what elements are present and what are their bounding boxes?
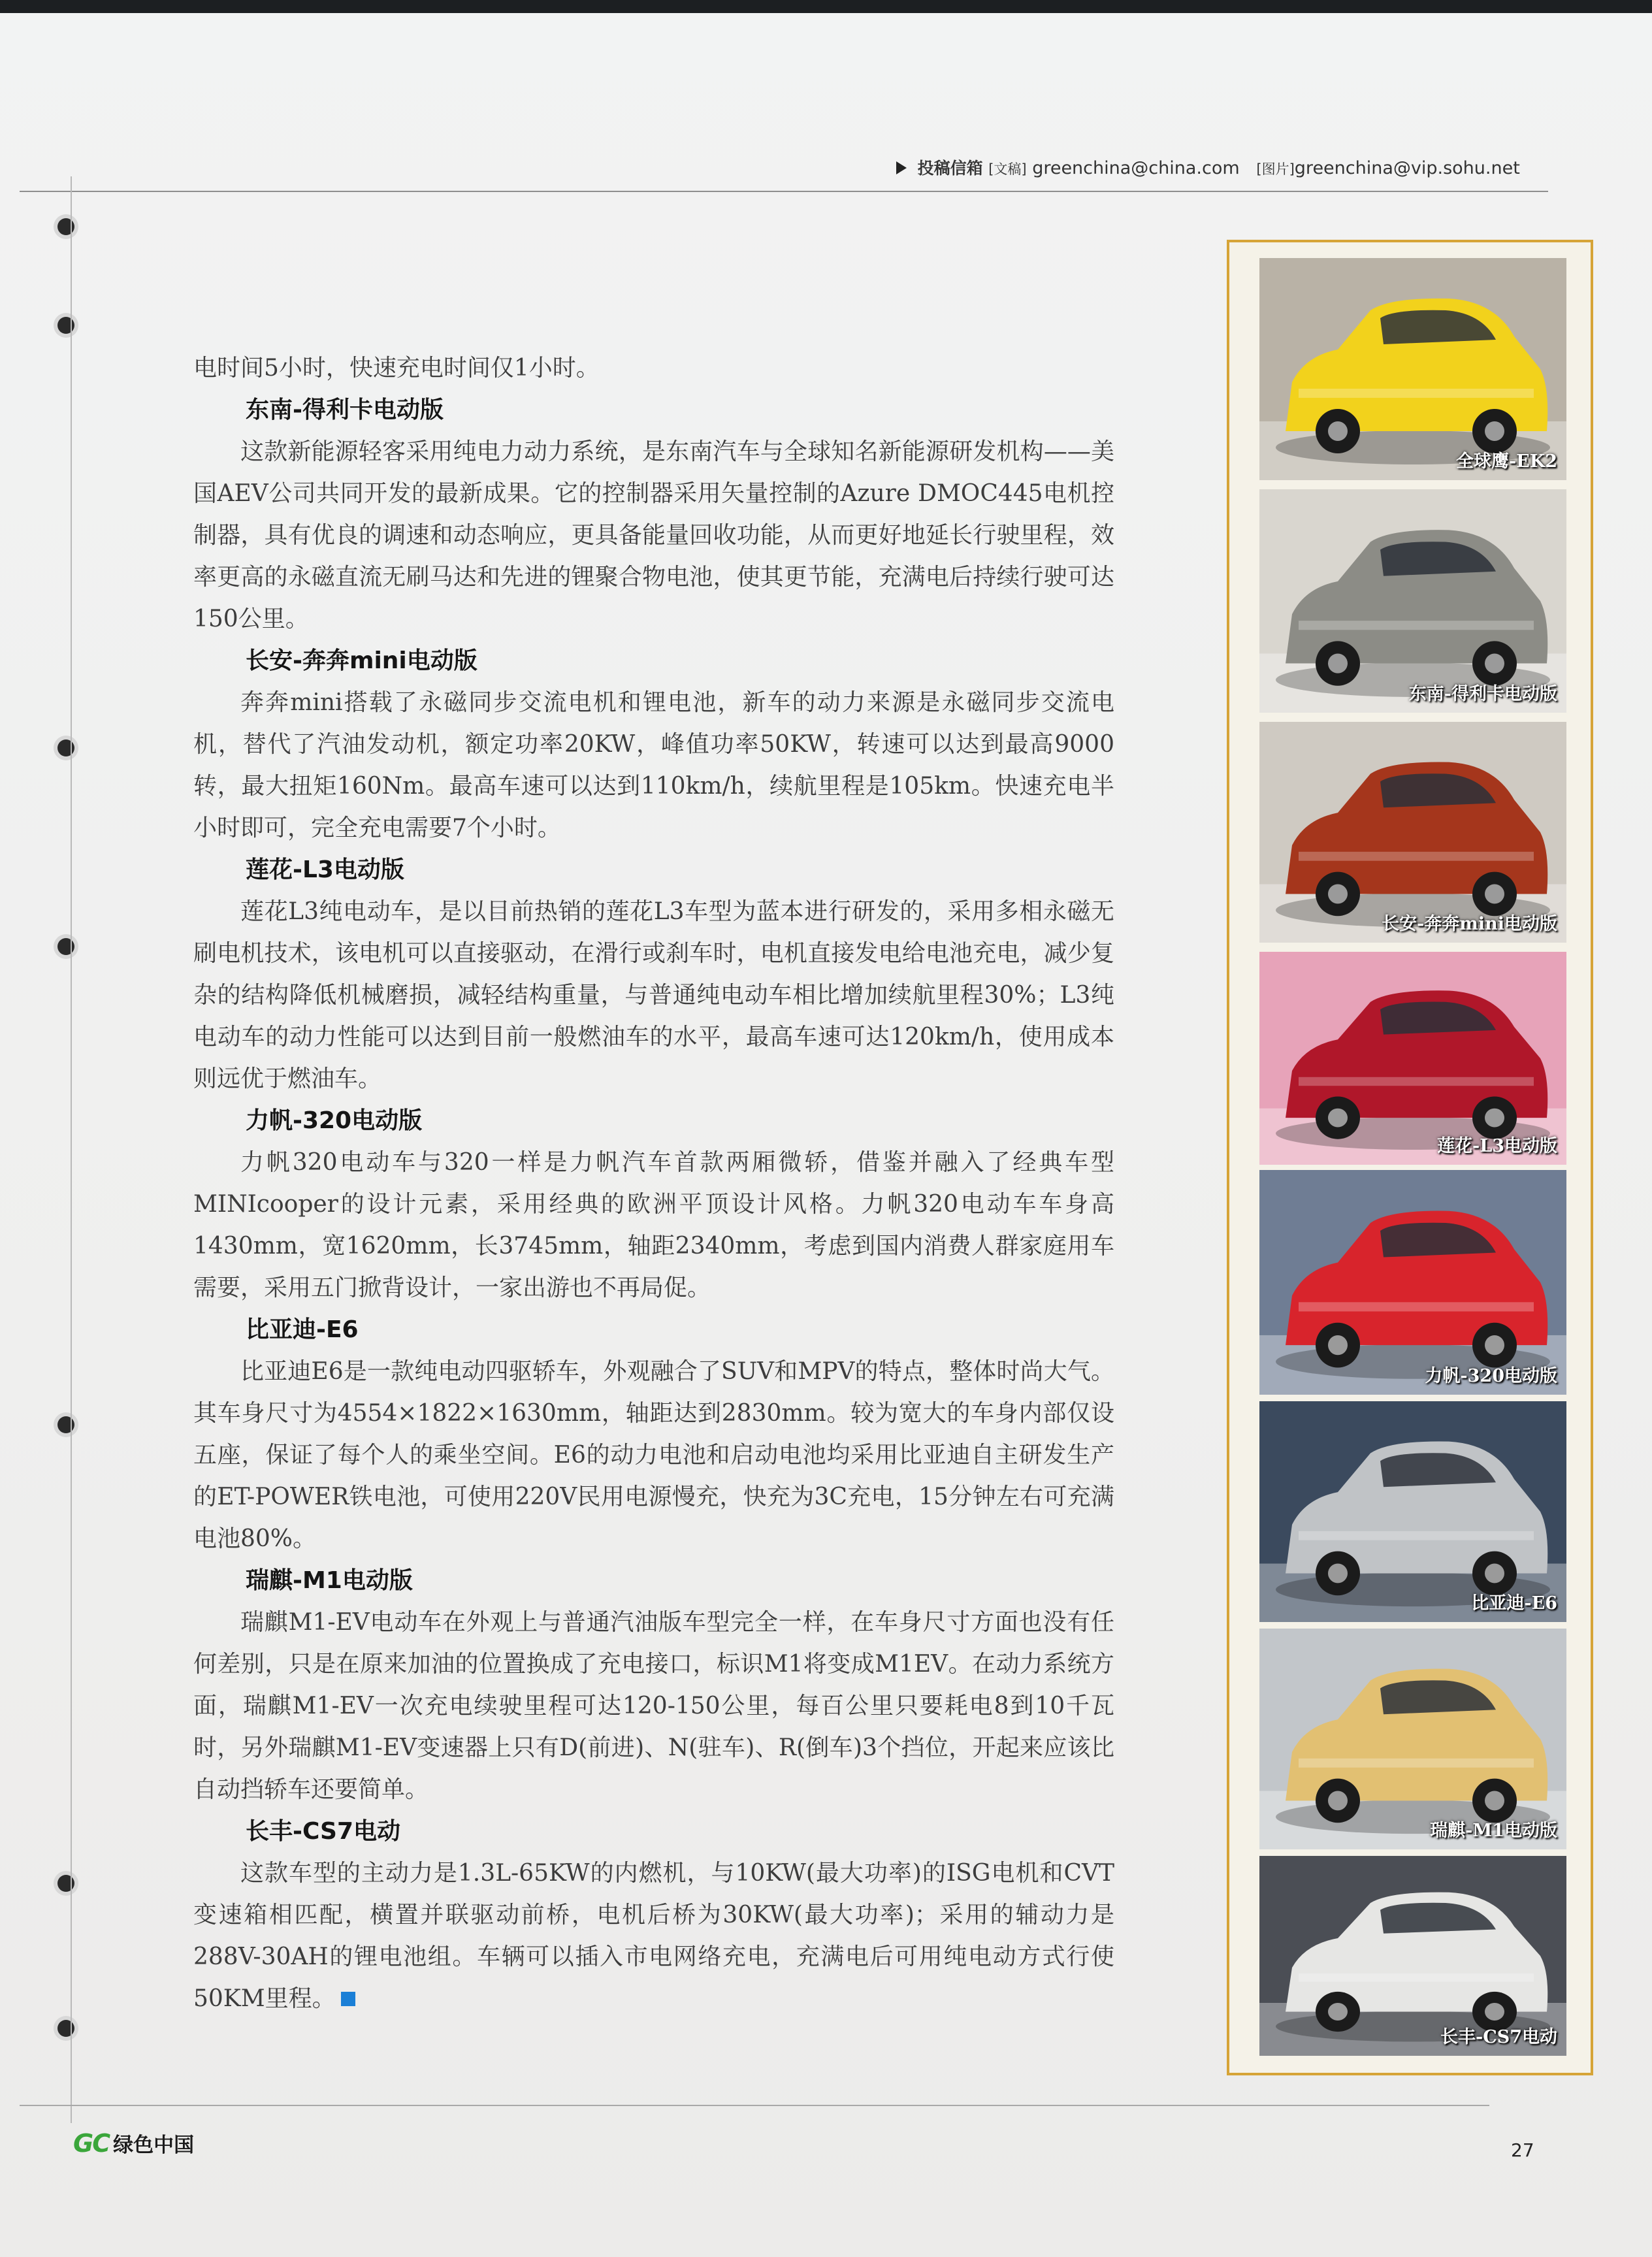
text-email[interactable]: greenchina@china.com <box>1032 158 1240 178</box>
section-paragraph <box>193 1853 1114 2020</box>
photo-caption: 全球鹰-EK2 <box>1455 451 1557 472</box>
body-highlight <box>1299 852 1534 861</box>
section-paragraph-text: 这款车型的主动力是1.3L-65KW的内燃机，与10KW(最大功率)的ISG电机和CVT变速箱相匹配，横置并联驱动前桥，电机后桥为30KW(最大功率)；采用的辅动力是288V-30AH的锂电池组。车辆可以插入市电网络充电，充满电后可用纯电动方式行使50KM里程。 <box>193 1860 1114 2012</box>
wheel-hub <box>1328 421 1348 441</box>
wheel-hub <box>1485 1564 1504 1583</box>
body-highlight <box>1299 1759 1534 1768</box>
car-photo <box>1259 258 1566 480</box>
photo-caption: 长丰-CS7电动 <box>1440 2027 1557 2047</box>
arrow-icon <box>896 161 907 174</box>
magazine-name: 绿色中国 <box>113 2134 195 2157</box>
section-paragraph: 这款新能源轻客采用纯电力动力系统，是东南汽车与全球知名新能源研发机构——美国AEV公司共同开发的最新成果。它的控制器采用矢量控制的Azure DMOC445电机控制器，具有优良的调速和动态响应，更具备能量回收功能，从而更好地延长行驶里程，效率更高的永磁直流无刷马达和先进的锂聚合物电池，使其更节能，充满电后持续行驶可达150公里。 <box>193 438 1114 632</box>
wheel-hub <box>1485 1335 1504 1355</box>
wheel-hub <box>1485 421 1504 441</box>
car-photo <box>1259 1856 1566 2056</box>
wheel-hub <box>1485 1109 1504 1128</box>
wheel-hub <box>1328 1564 1348 1583</box>
logo-mark: GC <box>73 2129 110 2158</box>
wheel-hub <box>1485 885 1504 904</box>
car-photo <box>1259 952 1566 1165</box>
photo-caption: 长安-奔奔mini电动版 <box>1382 914 1557 934</box>
article-end-icon <box>341 1992 355 2006</box>
section-paragraph: 力帆320电动车与320一样是力帆汽车首款两厢微轿，借鉴并融入了经典车型MINIcooper的设计元素，采用经典的欧洲平顶设计风格。力帆320电动车车身高1430mm，宽1620mm，长3745mm，轴距2340mm，考虑到国内消费人群家庭用车需要，采用五门掀背设计，一家出游也不再局促。 <box>193 1149 1114 1301</box>
intro-paragraph-tail: 电时间5小时，快速充电时间仅1小时。 <box>193 355 600 382</box>
section-title: 力帆-320电动版 <box>246 1107 423 1134</box>
binding-hole <box>57 938 74 955</box>
margin-rule <box>71 176 72 2123</box>
section-title: 长丰-CS7电动 <box>246 1818 401 1845</box>
section-title: 长安-奔奔mini电动版 <box>246 647 478 674</box>
car-photo <box>1259 722 1566 943</box>
photo-caption: 力帆-320电动版 <box>1425 1366 1557 1386</box>
section-paragraph: 奔奔mini搭载了永磁同步交流电机和锂电池，新车的动力来源是永磁同步交流电机，替代了汽油发动机，额定功率20KW，峰值功率50KW，转速可以达到最高9000转，最大扭矩160Nm。最高车速可以达到110km/h，续航里程是105km。快速充电半小时即可，完全充电需要7个小时。 <box>193 689 1114 841</box>
wheel-hub <box>1328 1109 1348 1128</box>
image-tag: [图片] <box>1256 161 1295 177</box>
wheel-hub <box>1328 2003 1348 2021</box>
car-photo <box>1259 1170 1566 1395</box>
body-highlight <box>1299 1973 1534 1982</box>
submission-label: 投稿信箱 <box>917 159 983 178</box>
body-highlight <box>1299 621 1534 630</box>
binding-hole <box>57 1416 74 1433</box>
text-tag: [文稿] <box>988 161 1027 177</box>
section-title: 莲花-L3电动版 <box>246 856 404 883</box>
section-paragraph: 比亚迪E6是一款纯电动四驱轿车，外观融合了SUV和MPV的特点，整体时尚大气。其车身尺寸为4554×1822×1630mm，轴距达到2830mm。较为宽大的车身内部仅设五座，保证了每个人的乘坐空间。E6的动力电池和启动电池均采用比亚迪自主研发生产的ET-POWER铁电池，可使用220V民用电源慢充，快充为3C充电，15分钟左右可充满电池80%。 <box>193 1358 1114 1552</box>
photo-sidebar <box>1227 240 1593 2075</box>
car-photo <box>1259 1401 1566 1622</box>
wheel-hub <box>1328 1791 1348 1811</box>
section-title: 瑞麒-M1电动版 <box>246 1567 413 1594</box>
section-title: 东南-得利卡电动版 <box>246 397 444 423</box>
wheel-hub <box>1485 1791 1504 1811</box>
section-title: 比亚迪-E6 <box>246 1316 359 1343</box>
photo-caption: 比亚迪-E6 <box>1471 1593 1557 1614</box>
binding-hole <box>57 2020 74 2037</box>
wheel-hub <box>1485 2003 1504 2021</box>
binding-hole <box>57 739 74 756</box>
car-photo <box>1259 489 1566 713</box>
wheel-hub <box>1328 653 1348 673</box>
magazine-logo <box>73 2128 194 2161</box>
image-email[interactable]: greenchina@vip.sohu.net <box>1294 158 1520 178</box>
photo-caption: 东南-得利卡电动版 <box>1408 684 1557 704</box>
header-divider <box>20 191 1548 192</box>
body-highlight <box>1299 1302 1534 1311</box>
body-highlight <box>1299 1077 1534 1086</box>
wheel-hub <box>1328 1335 1348 1355</box>
car-photo <box>1259 1629 1566 1849</box>
section-paragraph: 瑞麒M1-EV电动车在外观上与普通汽油版车型完全一样，在车身尺寸方面也没有任何差别，只是在原来加油的位置换成了充电接口，标识M1将变成M1EV。在动力系统方面，瑞麒M1-EV一次充电续驶里程可达120-150公里，每百公里只要耗电8到10千瓦时，另外瑞麒M1-EV变速器上只有D(前进)、N(驻车)、R(倒车)3个挡位，开起来应该比自动挡轿车还要简单。 <box>193 1609 1114 1803</box>
photo-caption: 莲花-L3电动版 <box>1437 1136 1557 1156</box>
binding-hole <box>57 1875 74 1892</box>
footer-divider <box>20 2105 1489 2106</box>
wheel-hub <box>1485 653 1504 673</box>
photo-caption: 瑞麒-M1电动版 <box>1430 1821 1557 1841</box>
body-highlight <box>1299 1531 1534 1540</box>
section-paragraph: 莲花L3纯电动车，是以目前热销的莲花L3车型为蓝本进行研发的，采用多相永磁无刷电机技术，该电机可以直接驱动，在滑行或刹车时，电机直接发电给电池充电，减少复杂的结构降低机械磨损，减轻结构重量，与普通纯电动车相比增加续航里程30%；L3纯电动车的动力性能可以达到目前一般燃油车的水平，最高车速可达120km/h，使用成本则远优于燃油车。 <box>193 898 1114 1092</box>
binding-hole <box>57 317 74 334</box>
scan-edge <box>0 0 1652 13</box>
binding-hole <box>57 218 74 235</box>
page-number: 27 <box>1511 2139 1534 2161</box>
body-highlight <box>1299 389 1534 398</box>
submission-info <box>896 155 1549 182</box>
article-body <box>193 348 1114 2020</box>
wheel-hub <box>1328 885 1348 904</box>
